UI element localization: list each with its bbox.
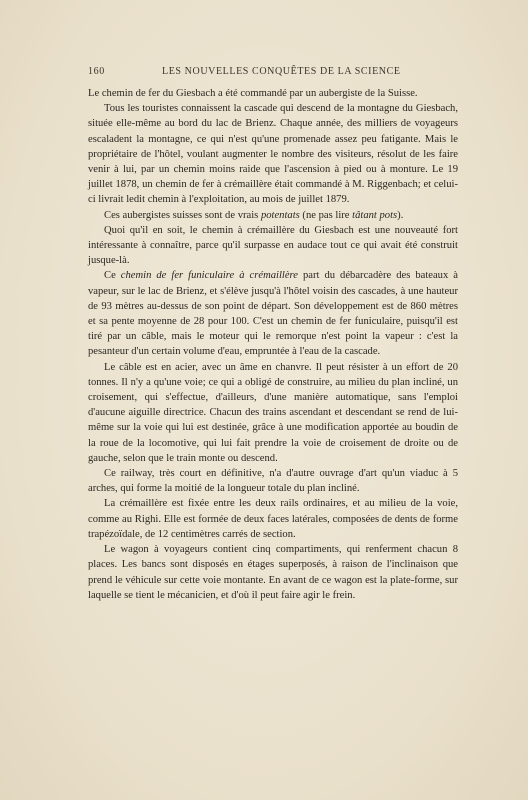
text-body [88,86,458,603]
paragraph: Tous les touristes connaissent la cascade qui descend de la montagne du Giesbach, située elle-même au bord du lac de Brienz. Chaque année, des milliers de voyageurs escaladent la montagne, ce qui n'est qu'une promenade assez peu fatigante. Mais le propriétaire de l'hôtel, voulant augmenter le nombre des visiteurs, résolut de les faire venir à lui, par un chemin moins raide que l'ascension à pied ou à monture. Le 19 juillet 1878, un chemin de fer à crémaillère était commandé à M. Riggenbach; et celui-ci livrait ledit chemin à l'exploitation, au mois de juillet 1879. [88,103,458,206]
page-number: 160 [88,66,105,77]
paragraph: Quoi qu'il en soit, le chemin à crémaillère du Giesbach est une nouveauté fort intéressante à connaître, parce qu'il surpasse en audace tout ce qui avait été construit jusque-là. [88,224,458,267]
paragraph: Ce railway, très court en définitive, n'a d'autre ouvrage d'art qu'un viaduc à 5 arches, qui forme la moitié de la longueur totale du plan incliné. [88,468,458,495]
paragraph-text: Ce [104,270,121,282]
paragraph-text: (ne pas lire [299,209,353,221]
paragraph: Le câble est en acier, avec un âme en chanvre. Il peut résister à un effort de 20 tonnes. Il n'y a qu'une voie; ce qui a obligé de construire, au milieu du plan incliné, un croisement, qui s'effectue, d'ailleurs, d'une manière automatique, sans l'emploi d'aucune aiguille directrice. Chacun des trains ascendant et descendant se rend de lui-même sur la voie qui lui est destinée, grâce à une modification apportée au boudin de la roue de la locomotive, qui lui fait prendre la voie de croisement de droite ou de gauche, selon que le train monte ou descend. [88,361,458,464]
paragraph-text: ). [397,209,404,221]
paragraph [88,208,458,223]
italic-text: tâtant pots [352,209,398,221]
paragraph-text: part du débarcadère des bateaux à vapeur, sur le lac de Brienz, et s'élève jusqu'à l'hôtel voisin des cascades, à une hauteur de 93 mètres au-dessus de son point de départ. Son développement est de 860 mètres et sa pente moyenne de 28 pour 100. C'est un chemin de fer funiculaire, puisqu'il est tiré par un câble, mais le moteur qui le remorque n'est point la vapeur : c'est la pesanteur d'un certain volume d'eau, empruntée à l'eau de la cascade. [88,270,458,358]
paragraph: Le wagon à voyageurs contient cinq compartiments, qui renferment chacun 8 places. Les bancs sont disposés en étages superposés, à raison de l'inclinaison que prend le véhicule sur cette voie montante. En avant de ce wagon est la plate-forme, sur laquelle se tient le mécanicien, et d'où il peut faire agir le frein. [88,544,458,601]
italic-text: chemin de fer funiculaire à crémaillère [120,270,298,282]
italic-text: potentats [260,209,300,221]
paragraph: La crémaillère est fixée entre les deux rails ordinaires, et au milieu de la voie, comme au Righi. Elle est formée de deux faces latérales, composées de dents de forme trapézoïdale, de 12 centimètres carrés de section. [88,498,458,540]
paragraph-text: Ces aubergistes suisses sont de vrais [104,209,261,221]
running-title: LES NOUVELLES CONQUÊTES DE LA SCIENCE [162,66,401,77]
paragraph [88,268,458,359]
paragraph: Le chemin de fer du Giesbach a été commandé par un aubergiste de la Suisse. [88,88,418,99]
